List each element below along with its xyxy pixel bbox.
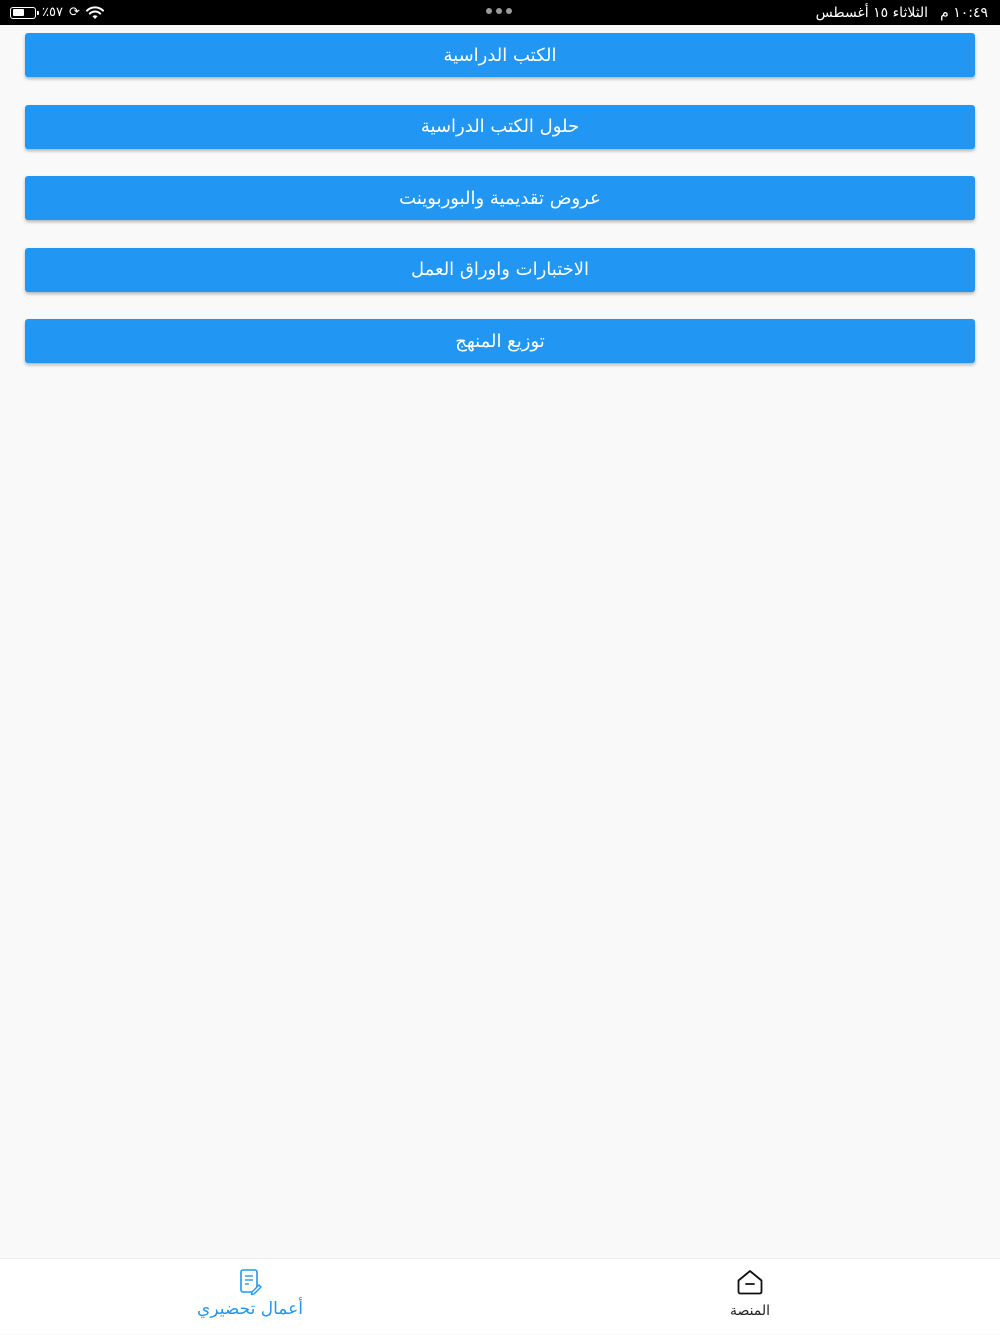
tab-platform-label: المنصة bbox=[729, 1303, 771, 1319]
tab-bar bbox=[0, 1258, 1000, 1334]
textbook-solutions-button[interactable]: حلول الكتب الدراسية bbox=[25, 105, 975, 149]
textbooks-button[interactable]: الكتب الدراسية bbox=[25, 33, 975, 77]
curriculum-distribution-button[interactable]: توزيع المنهج bbox=[25, 319, 975, 363]
tests-worksheets-button[interactable]: الاختبارات واوراق العمل bbox=[25, 248, 975, 292]
wifi-icon bbox=[86, 6, 104, 20]
status-date: الثلاثاء ١٥ أغسطس bbox=[815, 4, 929, 21]
battery-icon bbox=[10, 7, 36, 19]
battery-percentage: ٪٥٧ bbox=[42, 5, 63, 20]
status-indicators bbox=[10, 0, 104, 25]
status-time: ١٠:٤٩ م bbox=[940, 4, 988, 21]
presentations-button[interactable]: عروض تقديمية والبوربوينت bbox=[25, 176, 975, 220]
tab-platform[interactable] bbox=[625, 1259, 875, 1335]
menu-list bbox=[25, 33, 975, 391]
rotation-lock-icon: ⟳ bbox=[68, 5, 80, 20]
tab-preparation-label: أعمال تحضيري bbox=[197, 1299, 303, 1319]
document-edit-icon bbox=[235, 1267, 265, 1297]
home-icon bbox=[735, 1267, 765, 1297]
status-clock bbox=[816, 0, 988, 25]
status-bar bbox=[0, 0, 1000, 25]
tab-preparation[interactable] bbox=[125, 1259, 375, 1335]
multitasking-dots-icon[interactable] bbox=[486, 8, 512, 14]
